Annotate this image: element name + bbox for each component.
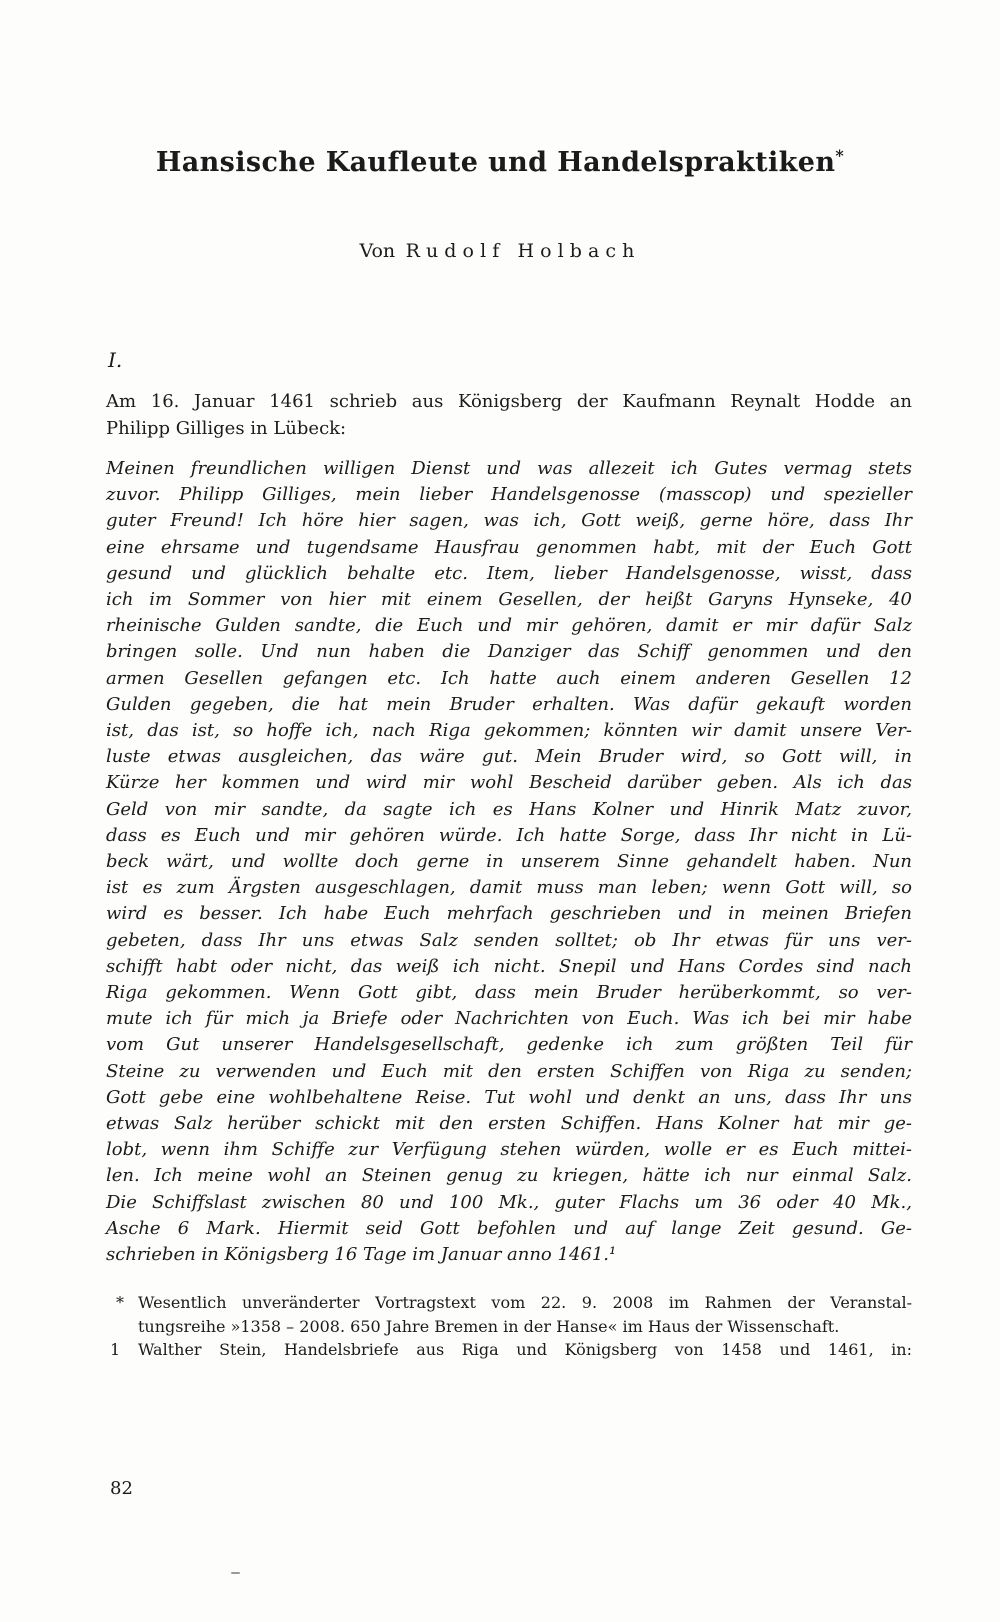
text-line: luste etwas ausgleichen, das wäre gut. Mein Bruder wird, so Gott will, in	[106, 746, 912, 768]
text-line: armen Gesellen gefangen etc. Ich hatte auch einem anderen Gesellen 12	[106, 667, 912, 689]
text-line: Asche 6 Mark. Hiermit seid Gott befohlen und auf lange Zeit gesund. Ge-	[106, 1217, 912, 1239]
text-line: eine ehrsame und tugendsame Hausfrau genommen habt, mit der Euch Gott	[106, 536, 912, 558]
article-title	[0, 146, 1000, 178]
text-line: Geld von mir sandte, da sagte ich es Hans Kolner und Hinrik Matz zuvor,	[106, 798, 912, 820]
author-name: Rudolf Holbach	[405, 240, 641, 262]
text-line: gebeten, dass Ihr uns etwas Salz senden solltet; ob Ihr etwas für uns ver-	[106, 929, 912, 951]
intro-paragraph	[106, 388, 912, 442]
text-line: Meinen freundlichen willigen Dienst und was allezeit ich Gutes vermag stets	[106, 458, 912, 479]
text-line: guter Freund! Ich höre hier sagen, was ich, Gott weiß, gerne höre, dass Ihr	[106, 510, 912, 532]
text-line: vom Gut unserer Handelsgesellschaft, gedenke ich zum größten Teil für	[106, 1034, 912, 1056]
scan-artifact	[231, 1572, 240, 1574]
text-line: ist, das ist, so hoffe ich, nach Riga gekommen; könnten wir damit unsere Ver-	[106, 720, 912, 742]
footnote-1	[106, 1338, 912, 1362]
text-line: tungsreihe »1358 – 2008. 650 Jahre Bremen in der Hanse« im Haus der Wissenschaft.	[138, 1316, 840, 1336]
section-heading: I.	[108, 348, 123, 372]
text-line: schrieben in Königsberg 16 Tage im Januar anno 1461.¹	[106, 1244, 617, 1266]
text-line: schifft habt oder nicht, das weiß ich nicht. Snepil und Hans Cordes sind nach	[106, 955, 912, 977]
text-line: Gulden gegeben, die hat mein Bruder erhalten. Was dafür gekauft worden	[106, 693, 912, 715]
footnote-1-text	[138, 1338, 912, 1362]
byline-prefix: Von	[359, 240, 396, 262]
footnotes-block	[106, 1291, 912, 1362]
text-line: dass es Euch und mir gehören würde. Ich hatte Sorge, dass Ihr nicht in Lü-	[106, 824, 912, 846]
text-line: Riga gekommen. Wenn Gott gibt, dass mein Bruder herüberkommt, so ver-	[106, 982, 912, 1004]
footnote-star	[106, 1291, 912, 1338]
text-line: ist es zum Ärgsten ausgeschlagen, damit muss man leben; wenn Gott will, so	[106, 877, 912, 899]
text-line: lobt, wenn ihm Schiffe zur Verfügung stehen würden, wolle er es Euch mittei-	[106, 1139, 912, 1161]
text-line: etwas Salz herüber schickt mit den ersten Schiffen. Hans Kolner hat mir ge-	[106, 1113, 912, 1135]
text-line: mute ich für mich ja Briefe oder Nachrichten von Euch. Was ich bei mir habe	[106, 1008, 912, 1030]
text-line: zuvor. Philipp Gilliges, mein lieber Handelsgenosse (masscop) und spezieller	[106, 484, 912, 506]
text-line: Gott gebe eine wohlbehaltene Reise. Tut wohl und denkt an uns, dass Ihr uns	[106, 1086, 912, 1108]
title-footnote-marker: *	[835, 146, 845, 165]
footnote-star-marker: *	[116, 1293, 124, 1312]
text-line: rheinische Gulden sandte, die Euch und mir gehören, damit er mir dafür Salz	[106, 615, 912, 637]
text-line: bringen solle. Und nun haben die Danziger das Schiff genommen und den	[106, 641, 912, 663]
text-line: Steine zu verwenden und Euch mit den ersten Schiffen von Riga zu senden;	[106, 1060, 912, 1082]
letter-quote	[106, 456, 912, 1268]
text-line: Kürze her kommen und wird mir wohl Bescheid darüber geben. Als ich das	[106, 772, 912, 794]
text-line: Am 16. Januar 1461 schrieb aus Königsberg der Kaufmann Reynalt Hodde an	[106, 391, 912, 412]
text-line: wird es besser. Ich habe Euch mehrfach geschrieben und in meinen Briefen	[106, 903, 912, 925]
text-line: Walther Stein, Handelsbriefe aus Riga und Königsberg von 1458 und 1461, in:	[138, 1340, 912, 1360]
text-line: len. Ich meine wohl an Steinen genug zu kriegen, hätte ich nur einmal Salz.	[106, 1165, 912, 1187]
text-line: Die Schiffslast zwischen 80 und 100 Mk., guter Flachs um 36 oder 40 Mk.,	[106, 1191, 912, 1213]
text-line: Philipp Gilliges in Lübeck:	[106, 418, 347, 439]
article-title-text: Hansische Kaufleute und Handelspraktiken	[155, 147, 836, 178]
footnote-1-marker: 1	[110, 1340, 121, 1360]
text-line: Wesentlich unveränderter Vortragstext vom 22. 9. 2008 im Rahmen der Veranstal-	[138, 1293, 912, 1312]
text-line: gesund und glücklich behalte etc. Item, lieber Handelsgenosse, wisst, dass	[106, 562, 912, 584]
text-line: beck wärt, und wollte doch gerne in unserem Sinne gehandelt haben. Nun	[106, 851, 912, 873]
footnote-star-text	[138, 1291, 912, 1338]
byline	[0, 240, 1000, 262]
page-number: 82	[110, 1478, 133, 1499]
text-line: ich im Sommer von hier mit einem Gesellen, der heißt Garyns Hynseke, 40	[106, 589, 912, 611]
